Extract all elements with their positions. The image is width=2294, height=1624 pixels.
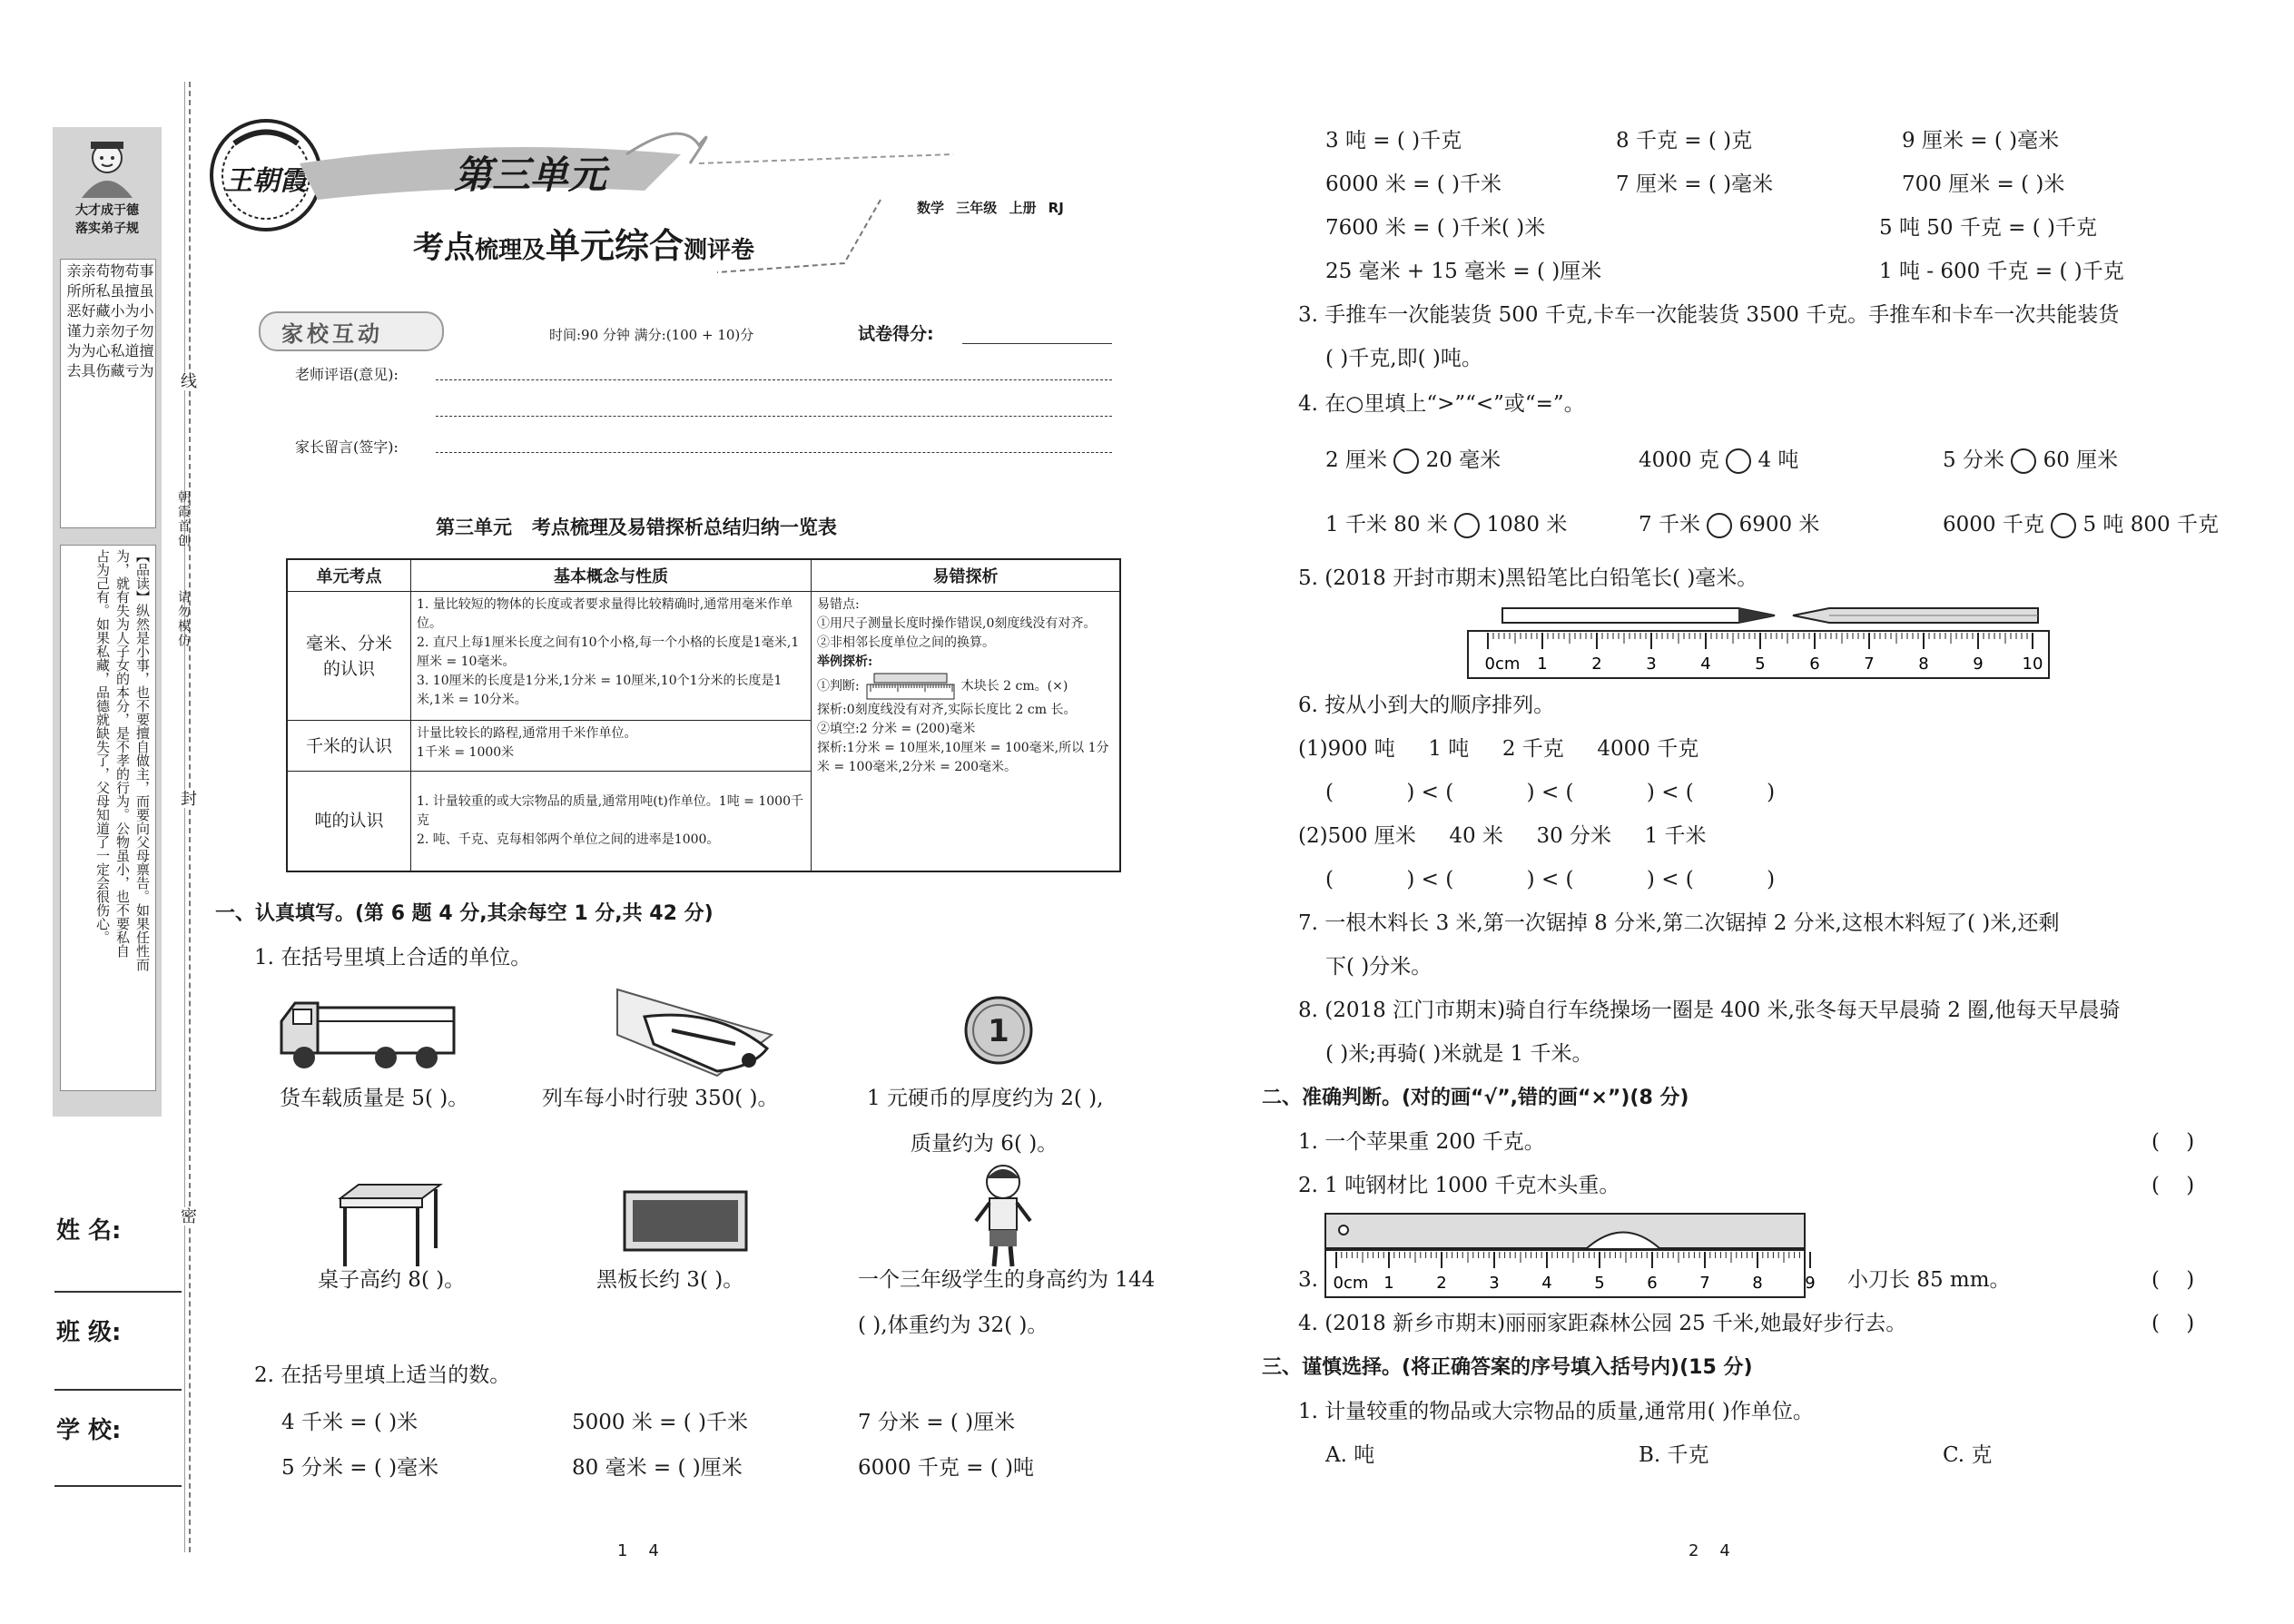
page-number-left: 1 4 <box>617 1541 659 1560</box>
paper-subtitle <box>413 218 754 268</box>
concept-text: 计量比较长的路程,通常用千米作单位。 <box>417 726 637 741</box>
truck-image <box>277 989 458 1075</box>
compare-circle[interactable] <box>2051 513 2076 538</box>
analysis-text: 探析:1分米 = 10厘米,10厘米 = 100毫米,所以 1分米 = 100毫米,2分米 = 200毫米。 <box>817 741 1109 774</box>
q2-prompt: 2. 在括号里填上适当的数。 <box>254 1363 511 1387</box>
vertical-note-1: 朝霞首创 <box>176 490 191 548</box>
compare-item <box>1943 447 2118 474</box>
error-point: ②非相邻长度单位之间的换算。 <box>817 635 995 650</box>
parent-note-field[interactable] <box>436 452 1112 453</box>
compare-circle[interactable] <box>1707 513 1732 538</box>
compare-right: 20 毫米 <box>1425 448 1501 472</box>
error-analysis-cell <box>812 592 1121 871</box>
q3-text-line1: 3. 手推车一次能装货 500 千克,卡车一次能装货 3500 千克。手推车和卡车一次共能装货 <box>1298 303 2120 327</box>
strip-title-line-2: 落实弟子规 <box>75 221 139 236</box>
motto-column: 苟擅为子道亏 <box>123 263 140 383</box>
judge-item-1: 1. 一个苹果重 200 千克。 <box>1298 1130 1545 1154</box>
motto-column: 亲所恶谨为去 <box>64 263 82 383</box>
judge-text: 木块长 2 cm。(×) <box>960 678 1068 694</box>
choice-q1: 1. 计量较重的物品或大宗物品的质量,通常用( )作单位。 <box>1298 1400 1814 1423</box>
table-image <box>336 1180 445 1275</box>
q7-line1: 7. 一根木料长 3 米,第一次锯掉 8 分米,第二次锯掉 2 分米,这根木料短了( )米,还剩 <box>1298 911 2060 935</box>
subtitle-part-2: 梳理及 <box>475 237 546 264</box>
q1-item-blackboard: 黑板长约 3( )。 <box>596 1268 744 1292</box>
compare-item <box>1325 511 1567 538</box>
judge-paren-2[interactable]: ( ) <box>2151 1174 2195 1197</box>
compare-left: 6000 千克 <box>1943 513 2044 536</box>
table-header-row <box>287 559 1120 592</box>
choice-a[interactable]: A. 吨 <box>1325 1443 1375 1467</box>
q2-item: 80 毫米 = ( )厘米 <box>572 1456 743 1480</box>
cut-label-feng: 封 <box>178 790 197 808</box>
ruler-label: 4 <box>1700 655 1711 674</box>
compare-right: 1080 米 <box>1486 513 1568 536</box>
teacher-comment-label: 老师评语(意见): <box>295 366 399 383</box>
header-concepts: 基本概念与性质 <box>411 559 812 592</box>
q1-item-coin-mass: 质量约为 6( )。 <box>911 1132 1058 1156</box>
concept-text: 2. 直尺上每1厘米长度之间有10个小格,每一个小格的长度是1毫米,1厘米 = 10毫米。 <box>417 635 800 669</box>
ruler-label: 0cm <box>1333 1274 1369 1293</box>
ruler-label: 8 <box>1752 1274 1763 1293</box>
ruler-label: 4 <box>1541 1274 1552 1293</box>
compare-left: 1 千米 80 米 <box>1325 513 1448 536</box>
conv-item: 700 厘米 = ( )米 <box>1902 172 2065 196</box>
strip-mascot <box>73 136 142 200</box>
vertical-note-2: 请勿模仿 <box>176 590 191 648</box>
compare-left: 7 千米 <box>1639 513 1700 536</box>
student-image <box>971 1162 1035 1275</box>
motto-column: 苟私藏亲心伤 <box>94 263 111 383</box>
unit-title: 第三单元 <box>454 153 607 197</box>
topic-cell: 毫米、分米的认识 <box>287 592 411 721</box>
ruler-label: 6 <box>1809 655 1820 674</box>
cut-label-mi: 密 <box>178 1207 197 1225</box>
cut-line-inner <box>184 82 185 1552</box>
judge-paren-4[interactable]: ( ) <box>2151 1312 2195 1335</box>
ruler-label: 9 <box>1805 1274 1816 1293</box>
ruler-label: 8 <box>1918 655 1929 674</box>
score-field[interactable] <box>962 343 1112 344</box>
ruler-label: 3 <box>1646 655 1657 674</box>
header-errors: 易错探析 <box>812 559 1121 592</box>
subtitle-part-4: 测评卷 <box>684 237 755 264</box>
ruler-label: 1 <box>1537 655 1548 674</box>
q6-prompt: 6. 按从小到大的顺序排列。 <box>1298 694 1555 717</box>
cut-line-outer <box>189 82 191 1552</box>
ruler-label: 0cm <box>1484 655 1521 674</box>
part1-heading: 一、认真填写。(第 6 题 4 分,其余每空 1 分,共 42 分) <box>215 902 714 925</box>
summary-title: 第三单元 考点梳理及易错探析总结归纳一览表 <box>436 517 837 538</box>
analysis-text: 探析:0刻度线没有对齐,实际长度比 2 cm 长。 <box>817 703 1077 717</box>
q2-item: 6000 千克 = ( )吨 <box>858 1456 1034 1480</box>
choice-b[interactable]: B. 千克 <box>1639 1443 1709 1467</box>
parent-note-label: 家长留言(签字): <box>295 438 399 456</box>
q1-item-height: 一个三年级学生的身高约为 144 <box>858 1268 1156 1292</box>
ruler-label: 7 <box>1699 1274 1710 1293</box>
strip-title <box>54 202 160 238</box>
home-school-label: 家校互动 <box>281 320 383 347</box>
q1-prompt: 1. 在括号里填上合适的单位。 <box>254 946 532 969</box>
conv-item: 7 厘米 = ( )毫米 <box>1616 172 1774 196</box>
compare-circle[interactable] <box>1454 513 1480 538</box>
q2-item: 5000 米 = ( )千米 <box>572 1411 748 1434</box>
q7-line2: 下( )分米。 <box>1325 955 1433 979</box>
compare-item <box>1639 511 1819 538</box>
q1-item-truck: 货车载质量是 5( )。 <box>280 1087 469 1110</box>
reading-column: 【品读】纵然是小事，也不要擅自做主，而要向父母禀告。如果任性而 <box>134 549 151 971</box>
summary-table <box>286 558 1121 872</box>
compare-circle[interactable] <box>1393 448 1419 474</box>
ruler-label: 5 <box>1594 1274 1605 1293</box>
reading-column: 为，就有失为人子女的本分，是不孝的行为。公物虽小，也不要私自 <box>114 549 131 958</box>
q1-item-desk: 桌子高约 8( )。 <box>318 1268 466 1292</box>
class-label: 班 级: <box>56 1319 122 1346</box>
coin-label: 1 <box>988 1013 1009 1049</box>
ruler-label: 6 <box>1647 1274 1658 1293</box>
header-topic: 单元考点 <box>287 559 411 592</box>
motto-column: 事虽小勿擅为 <box>137 263 154 383</box>
subject-meta: 数学 三年级 上册 RJ <box>917 200 1064 216</box>
compare-right: 6900 米 <box>1738 513 1820 536</box>
score-label: 试卷得分: <box>858 324 934 344</box>
blackboard-image <box>622 1189 749 1256</box>
judge-item-4: 4. (2018 新乡市期末)丽丽家距森林公园 25 千米,她最好步行去。 <box>1298 1312 1907 1335</box>
judge-paren-1[interactable]: ( ) <box>2151 1130 2195 1154</box>
compare-right: 5 吨 800 千克 <box>2082 513 2219 536</box>
reading-column: 占为己有。如果私藏，品德就缺失了，父母知道了一定会很伤心。 <box>94 549 111 944</box>
concept-text: 3. 10厘米的长度是1分米,1分米 = 10厘米,10个1分米的长度是1米,1米 = 10分米。 <box>417 674 783 707</box>
compare-item <box>1325 447 1501 474</box>
conv-item: 9 厘米 = ( )毫米 <box>1902 129 2060 153</box>
mini-ruler-figure <box>865 672 956 701</box>
ruler-label: 3 <box>1489 1274 1500 1293</box>
compare-left: 2 厘米 <box>1325 448 1387 472</box>
strip-title-line-1: 大才成于德 <box>75 203 139 218</box>
q6-order-a: ( ) < ( ) < ( ) < ( ) <box>1325 781 1776 804</box>
class-field[interactable] <box>54 1389 182 1391</box>
compare-item <box>1943 511 2219 538</box>
ruler-label: 5 <box>1755 655 1766 674</box>
q2-item: 5 分米 = ( )毫米 <box>281 1456 439 1480</box>
concept-text: 1. 量比较短的物体的长度或者要求量得比较精确时,通常用毫米作单位。 <box>417 597 793 631</box>
compare-circle[interactable] <box>2011 448 2036 474</box>
conv-item: 3 吨 = ( )千克 <box>1325 129 1462 153</box>
conv-item: 1 吨 - 600 千克 = ( )千克 <box>1879 260 2124 283</box>
compare-right: 4 吨 <box>1757 448 1799 472</box>
ruler-label: 1 <box>1383 1274 1394 1293</box>
ruler-label: 7 <box>1864 655 1875 674</box>
compare-left: 4000 克 <box>1639 448 1719 472</box>
q1-item-train: 列车每小时行驶 350( )。 <box>542 1087 779 1110</box>
q4-prompt: 4. 在○里填上“>”“<”或“=”。 <box>1298 392 1585 416</box>
teacher-comment-field-2[interactable] <box>436 416 1112 417</box>
topic-cell: 吨的认识 <box>287 772 411 871</box>
teacher-comment-field[interactable] <box>436 379 1112 380</box>
q6-order-b: ( ) < ( ) < ( ) < ( ) <box>1325 868 1776 891</box>
time-info: 时间:90 分钟 满分:(100 + 10)分 <box>549 327 754 343</box>
concept-text: 2. 吨、千克、克每相邻两个单位之间的进率是1000。 <box>417 832 720 847</box>
fill-example: ②填空:2 分米 = (200)毫米 <box>817 722 976 736</box>
judge-item-2: 2. 1 吨钢材比 1000 千克木头重。 <box>1298 1174 1620 1197</box>
cut-label-xian: 线 <box>178 372 197 390</box>
conv-item: 8 千克 = ( )克 <box>1616 129 1753 153</box>
motto-column: 亲所好力为具 <box>79 263 96 383</box>
train-image <box>608 980 781 1084</box>
q5-prompt: 5. (2018 开封市期末)黑铅笔比白铅笔长( )毫米。 <box>1298 566 1758 590</box>
q6-list-b: (2)500 厘米 40 米 30 分米 1 千米 <box>1298 824 1707 848</box>
motto-column: 物虽小勿私藏 <box>108 263 125 383</box>
judge-q3-number: 3. <box>1298 1268 1318 1292</box>
judge-paren-3[interactable]: ( ) <box>2151 1268 2195 1292</box>
concept-cell <box>411 721 812 772</box>
page-number-right: 2 4 <box>1689 1541 1730 1560</box>
conv-item: 7600 米 = ( )千米( )米 <box>1325 216 1546 240</box>
concept-cell <box>411 772 812 871</box>
concept-text: 1千米 = 1000米 <box>417 745 515 760</box>
logo-text: 王朝霞 <box>225 165 307 197</box>
coin-image <box>962 994 1035 1070</box>
ruler-label: 10 <box>2022 655 2043 674</box>
q6-list-a: (1)900 吨 1 吨 2 千克 4000 千克 <box>1298 737 1699 761</box>
error-title: 易错点: <box>817 597 860 612</box>
choice-c[interactable]: C. 克 <box>1943 1443 1993 1467</box>
subtitle-part-1: 考点 <box>413 230 475 266</box>
example-title: 举例探析: <box>817 655 873 669</box>
q8-line2: ( )米;再骑( )米就是 1 千米。 <box>1325 1042 1593 1066</box>
ruler-label: 9 <box>1973 655 1984 674</box>
q1-item-coin-thickness: 1 元硬币的厚度约为 2( ), <box>867 1087 1104 1110</box>
school-label: 学 校: <box>56 1417 122 1444</box>
name-label: 姓 名: <box>56 1217 122 1245</box>
conv-item: 6000 米 = ( )千米 <box>1325 172 1501 196</box>
part2-heading: 二、准确判断。(对的画“√”,错的画“×”)(8 分) <box>1262 1087 1689 1109</box>
subtitle-part-3: 单元综合 <box>546 226 684 266</box>
pencil-ruler-figure <box>1466 599 2056 684</box>
name-field[interactable] <box>54 1291 182 1293</box>
q2-item: 7 分米 = ( )厘米 <box>858 1411 1016 1434</box>
q2-item: 4 千米 = ( )米 <box>281 1411 418 1434</box>
error-point: ①用尺子测量长度时操作错误,0刻度线没有对齐。 <box>817 616 1097 631</box>
compare-left: 5 分米 <box>1943 448 2004 472</box>
conv-item: 5 吨 50 千克 = ( )千克 <box>1879 216 2097 240</box>
conv-item: 25 毫米 + 15 毫米 = ( )厘米 <box>1325 260 1602 283</box>
knife-ruler-figure <box>1324 1212 1850 1306</box>
judge-label: ①判断: <box>817 678 860 694</box>
compare-right: 60 厘米 <box>2043 448 2119 472</box>
table-row <box>287 592 1120 721</box>
ruler-label: 2 <box>1436 1274 1447 1293</box>
concept-text: 1. 计量较重的或大宗物品的质量,通常用吨(t)作单位。1吨 = 1000千克 <box>417 793 803 828</box>
compare-circle[interactable] <box>1726 448 1751 474</box>
q3-text-line2: ( )千克,即( )吨。 <box>1325 347 1482 370</box>
school-field[interactable] <box>54 1485 182 1487</box>
judge-item-3: 小刀长 85 mm。 <box>1847 1268 2011 1292</box>
topic-cell: 千米的认识 <box>287 721 411 772</box>
compare-item <box>1639 447 1798 474</box>
q8-line1: 8. (2018 江门市期末)骑自行车绕操场一圈是 400 米,张冬每天早晨骑 2 圈,他每天早晨骑 <box>1298 999 2121 1022</box>
q1-item-weight: ( ),体重约为 32( )。 <box>858 1314 1049 1337</box>
judge-example <box>817 672 1114 701</box>
concept-cell <box>411 592 812 721</box>
ruler-label: 2 <box>1591 655 1602 674</box>
part3-heading: 三、谨慎选择。(将正确答案的序号填入括号内)(15 分) <box>1262 1356 1753 1379</box>
